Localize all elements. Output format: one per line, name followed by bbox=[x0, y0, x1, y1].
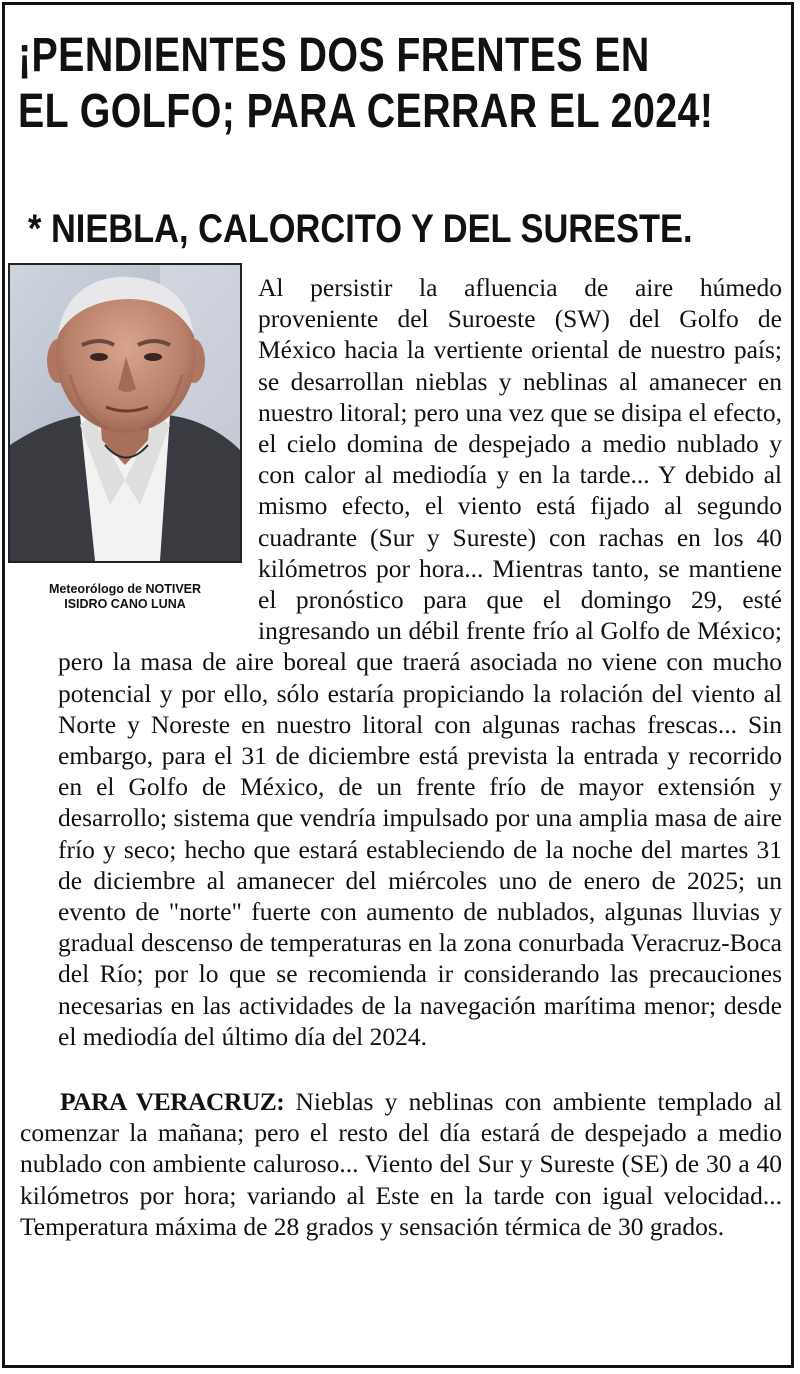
headline bbox=[18, 28, 714, 140]
article-body bbox=[20, 272, 782, 1242]
caption-line-2: ISIDRO CANO LUNA bbox=[64, 597, 186, 611]
headline-line-2: EL GOLFO; PARA CERRAR EL 2024! bbox=[18, 85, 714, 138]
paragraph-2-lead: PARA VERACRUZ: bbox=[60, 1087, 285, 1117]
paragraph-gap bbox=[20, 1052, 782, 1086]
caption-line-1: Meteorólogo de NOTIVER bbox=[48, 582, 202, 596]
article-paragraph-1: Al persistir la afluencia de aire húmedo proveniente del Suroeste (SW) del Golfo de México hacia la vertiente oriental de nuestro país; se desarrollan nieblas y neblinas al amanecer en nuestro litoral; pero una vez que se disipa el efecto, el cielo domina de despejado a medio nublado y con calor al mediodía y en la tarde... Y debido al mismo efecto, el viento está fijado al segundo cuadrante (Sur y Sureste) con rachas en los 40 kilómetros por hora... Mientras tanto, se mantiene el pronóstico para que el domingo 29, esté ingresando un débil frente frío al Golfo de México; pero la masa de aire boreal que traerá asociada no viene con mucho potencial y por ello, sólo estaría propiciando la rolación del viento al Norte y Noreste en nuestro litoral con algunas rachas frescas... Sin embargo, para el 31 de diciembre está prevista la entrada y recorrido en el Golfo de México, de un frente frío de mayor extensión y desarrollo; sistema que vendría impulsado por una amplia masa de aire frío y seco; hecho que estará estableciendo de la noche del martes 31 de diciembre al amanecer del miércoles uno de enero de 2025; un evento de "norte" fuerte con aumento de nublados, algunas lluvias y gradual descenso de temperaturas en la zona conurbada Veracruz-Boca del Río; por lo que se recomienda ir considerando las precauciones necesarias en las actividades de la navegación marítima menor; desde el mediodía del último día del 2024. bbox=[58, 273, 782, 1051]
article-paragraph-2 bbox=[20, 1086, 782, 1242]
photo-float-space bbox=[20, 272, 258, 636]
headline-line-1: ¡PENDIENTES DOS FRENTES EN bbox=[18, 29, 650, 82]
paragraph-2-text: Nieblas y neblinas con ambiente templado al comenzar la mañana; pero el resto del día estará de despejado a medio nublado con ambiente caluroso... Viento del Sur y Sureste (SE) de 30 a 40 kilómetros por hora; variando al Este en la tarde con igual velocidad... Temperatura máxima de 28 grados y sensación térmica de 30 grados. bbox=[20, 1087, 782, 1241]
subheadline: * NIEBLA, CALORCITO Y DEL SURESTE. bbox=[28, 207, 693, 251]
